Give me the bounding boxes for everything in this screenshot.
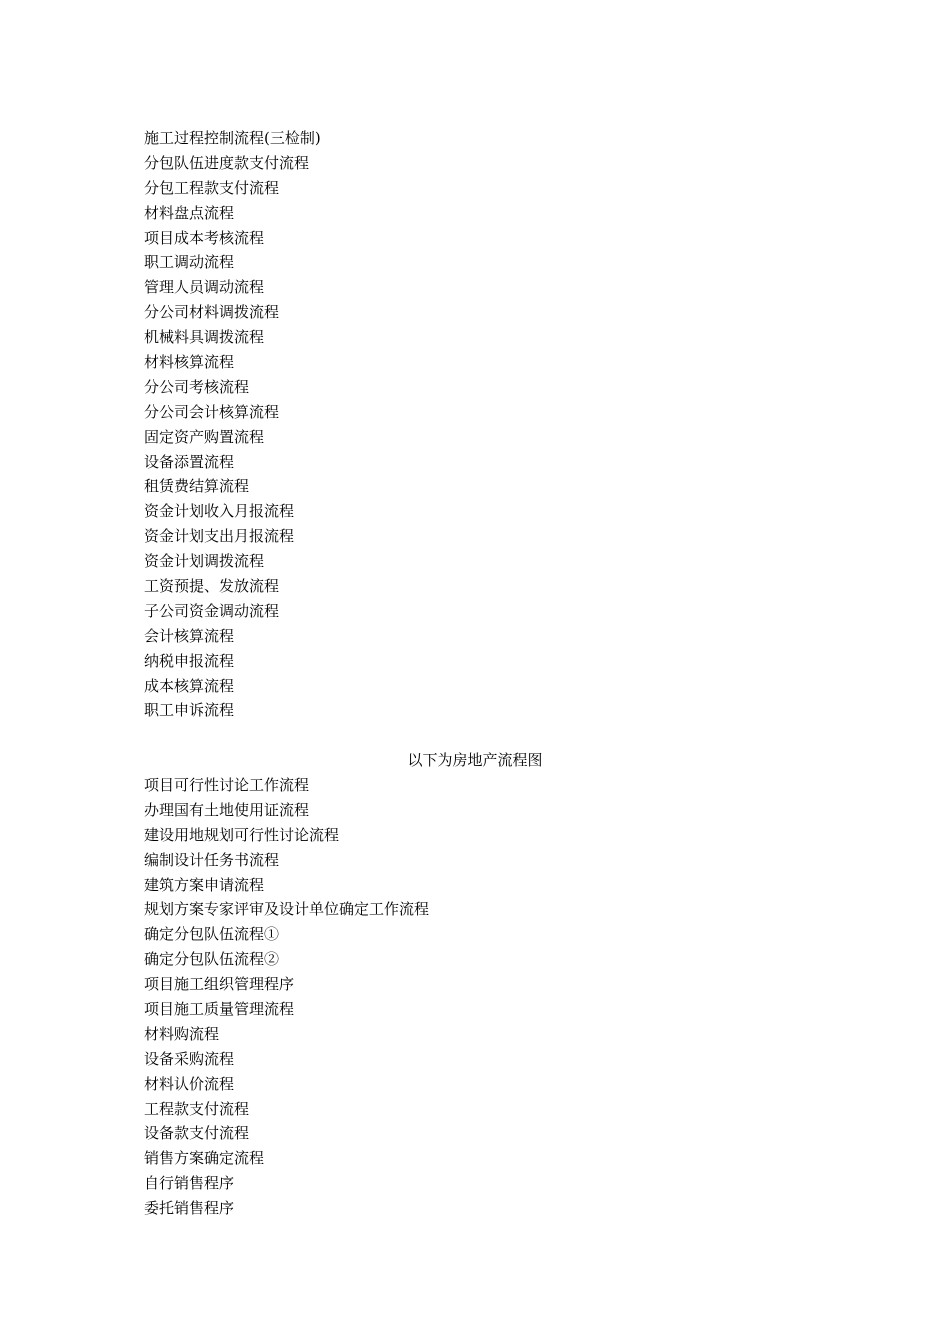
list-item: 资金计划支出月报流程 xyxy=(144,527,295,546)
list-item: 委托销售程序 xyxy=(144,1199,235,1218)
list-item: 材料购流程 xyxy=(144,1024,220,1043)
list-item: 会计核算流程 xyxy=(144,626,235,645)
list-item: 工程款支付流程 xyxy=(144,1099,250,1118)
list-item: 分公司材料调拨流程 xyxy=(144,303,280,322)
construction-process-list xyxy=(144,126,844,723)
list-item: 项目施工质量管理流程 xyxy=(144,1000,295,1019)
list-item: 材料认价流程 xyxy=(144,1074,235,1093)
real-estate-section-heading xyxy=(0,748,950,773)
list-item: 管理人员调动流程 xyxy=(144,278,265,297)
list-item: 分包队伍进度款支付流程 xyxy=(144,153,310,172)
list-item: 确定分包队伍流程② xyxy=(144,950,280,969)
list-item: 销售方案确定流程 xyxy=(144,1149,265,1168)
list-item: 职工申诉流程 xyxy=(144,701,235,720)
list-item: 分包工程款支付流程 xyxy=(144,178,280,197)
list-item: 机械料具调拨流程 xyxy=(144,328,265,347)
list-item: 设备款支付流程 xyxy=(144,1124,250,1143)
list-item: 材料核算流程 xyxy=(144,353,235,372)
list-item: 租赁费结算流程 xyxy=(144,477,250,496)
list-item: 材料盘点流程 xyxy=(144,203,235,222)
section-heading-text: 以下为房地产流程图 xyxy=(407,751,543,769)
list-item: 成本核算流程 xyxy=(144,676,235,695)
list-item: 确定分包队伍流程① xyxy=(144,925,280,944)
list-item: 办理国有土地使用证流程 xyxy=(144,800,310,819)
list-item: 设备采购流程 xyxy=(144,1049,235,1068)
list-item: 纳税申报流程 xyxy=(144,651,235,670)
list-item: 设备添置流程 xyxy=(144,452,235,471)
list-item: 子公司资金调动流程 xyxy=(144,601,280,620)
list-item: 施工过程控制流程(三检制) xyxy=(144,129,321,147)
list-item: 规划方案专家评审及设计单位确定工作流程 xyxy=(144,900,430,919)
list-item: 职工调动流程 xyxy=(144,253,235,272)
list-item: 项目施工组织管理程序 xyxy=(144,975,295,994)
list-item: 项目可行性讨论工作流程 xyxy=(144,776,310,794)
list-item: 分公司考核流程 xyxy=(144,377,250,396)
list-item: 建设用地规划可行性讨论流程 xyxy=(144,825,340,844)
list-item: 固定资产购置流程 xyxy=(144,427,265,446)
list-item: 项目成本考核流程 xyxy=(144,228,265,247)
list-item: 分公司会计核算流程 xyxy=(144,402,280,421)
list-item: 工资预提、发放流程 xyxy=(144,577,280,596)
list-item: 建筑方案申请流程 xyxy=(144,875,265,894)
real-estate-process-list xyxy=(144,773,844,1221)
list-item: 资金计划调拨流程 xyxy=(144,552,265,571)
list-item: 自行销售程序 xyxy=(144,1174,235,1193)
list-item: 编制设计任务书流程 xyxy=(144,850,280,869)
list-item: 资金计划收入月报流程 xyxy=(144,502,295,521)
